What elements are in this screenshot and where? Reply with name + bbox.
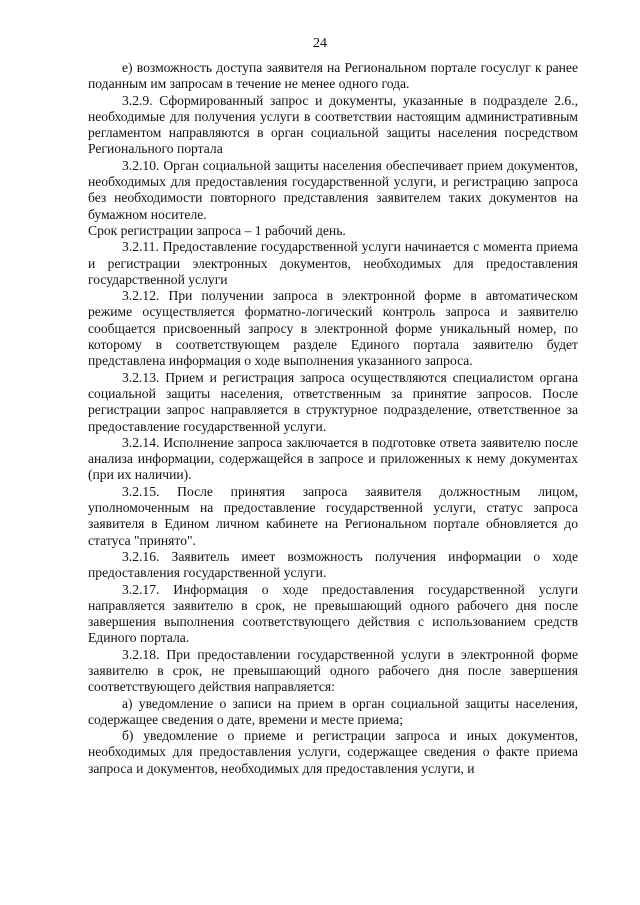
page-number: 24 (313, 36, 327, 51)
paragraph-3-2-17: 3.2.17. Информация о ходе предоставления государственной услуги направляется заявителю в срок, не превышающий одного рабочего дня после завершения выполнения соответствующего действия с использованием средств Единого портала. (88, 581, 578, 646)
paragraph-item-b-registration-notice: б) уведомление о приеме и регистрации запроса и иных документов, необходимых для предоставления услуги, содержащее сведения о факте приема запроса и документов, необходимых для предоставления услуги, и (88, 728, 578, 776)
paragraph-3-2-10: 3.2.10. Орган социальной защиты населения обеспечивает прием документов, необходимых для предоставления государственной услуги, и регистрацию запроса без необходимости повторного представления заявителем таких документов на бумажном носителе. (88, 157, 578, 222)
paragraph-3-2-16: 3.2.16. Заявитель имеет возможность получения информации о ходе предоставления государственной услуги. (88, 548, 578, 581)
paragraph-item-e-portal-access: е) возможность доступа заявителя на Региональном портале госуслуг к ранее поданным им запросам в течение не менее одного года. (88, 60, 578, 92)
paragraph-3-2-9: 3.2.9. Сформированный запрос и документы, указанные в подразделе 2.6., необходимые для получения услуги в соответствии настоящим административным регламентом направляются в орган социальной защиты населения посредством Регионального портала (88, 92, 578, 157)
paragraph-item-a-appointment-notice: а) уведомление о записи на прием в орган социальной защиты населения, содержащее сведения о дате, времени и месте приема; (88, 695, 578, 727)
paragraph-3-2-11: 3.2.11. Предоставление государственной услуги начинается с момента приема и регистрации электронных документов, необходимых для предоставления государственной услуги (88, 239, 578, 287)
paragraph-3-2-18: 3.2.18. При предоставлении государственной услуги в электронной форме заявителю в срок, не превышающий одного рабочего дня после завершения соответствующего действия направляется: (88, 646, 578, 695)
paragraph-registration-deadline: Срок регистрации запроса – 1 рабочий день. (88, 222, 346, 238)
paragraph-3-2-14: 3.2.14. Исполнение запроса заключается в подготовке ответа заявителю после анализа информации, содержащейся в запросе и приложенных к нему документах (при их наличии). (88, 434, 578, 483)
paragraph-3-2-15: 3.2.15. После принятия запроса заявителя должностным лицом, уполномоченным на предоставление государственной услуги, статус запроса заявителя в Едином личном кабинете на Региональном портале обновляется до статуса "принято". (88, 483, 578, 548)
paragraph-3-2-13: 3.2.13. Прием и регистрация запроса осуществляются специалистом органа социальной защиты населения, ответственным за принятие запросов. После регистрации запрос направляется в структурное подразделение, ответственное за предоставление государственной услуги. (88, 369, 578, 434)
paragraph-3-2-12: 3.2.12. При получении запроса в электронной форме в автоматическом режиме осуществляется форматно-логический контроль запроса и заявителю сообщается присвоенный запросу в электронной форме уникальный номер, по которому в соответствующем разделе Единого портала заявителю будет представлена информация о ходе выполнения указанного запроса. (88, 288, 578, 369)
document-body (88, 60, 578, 777)
